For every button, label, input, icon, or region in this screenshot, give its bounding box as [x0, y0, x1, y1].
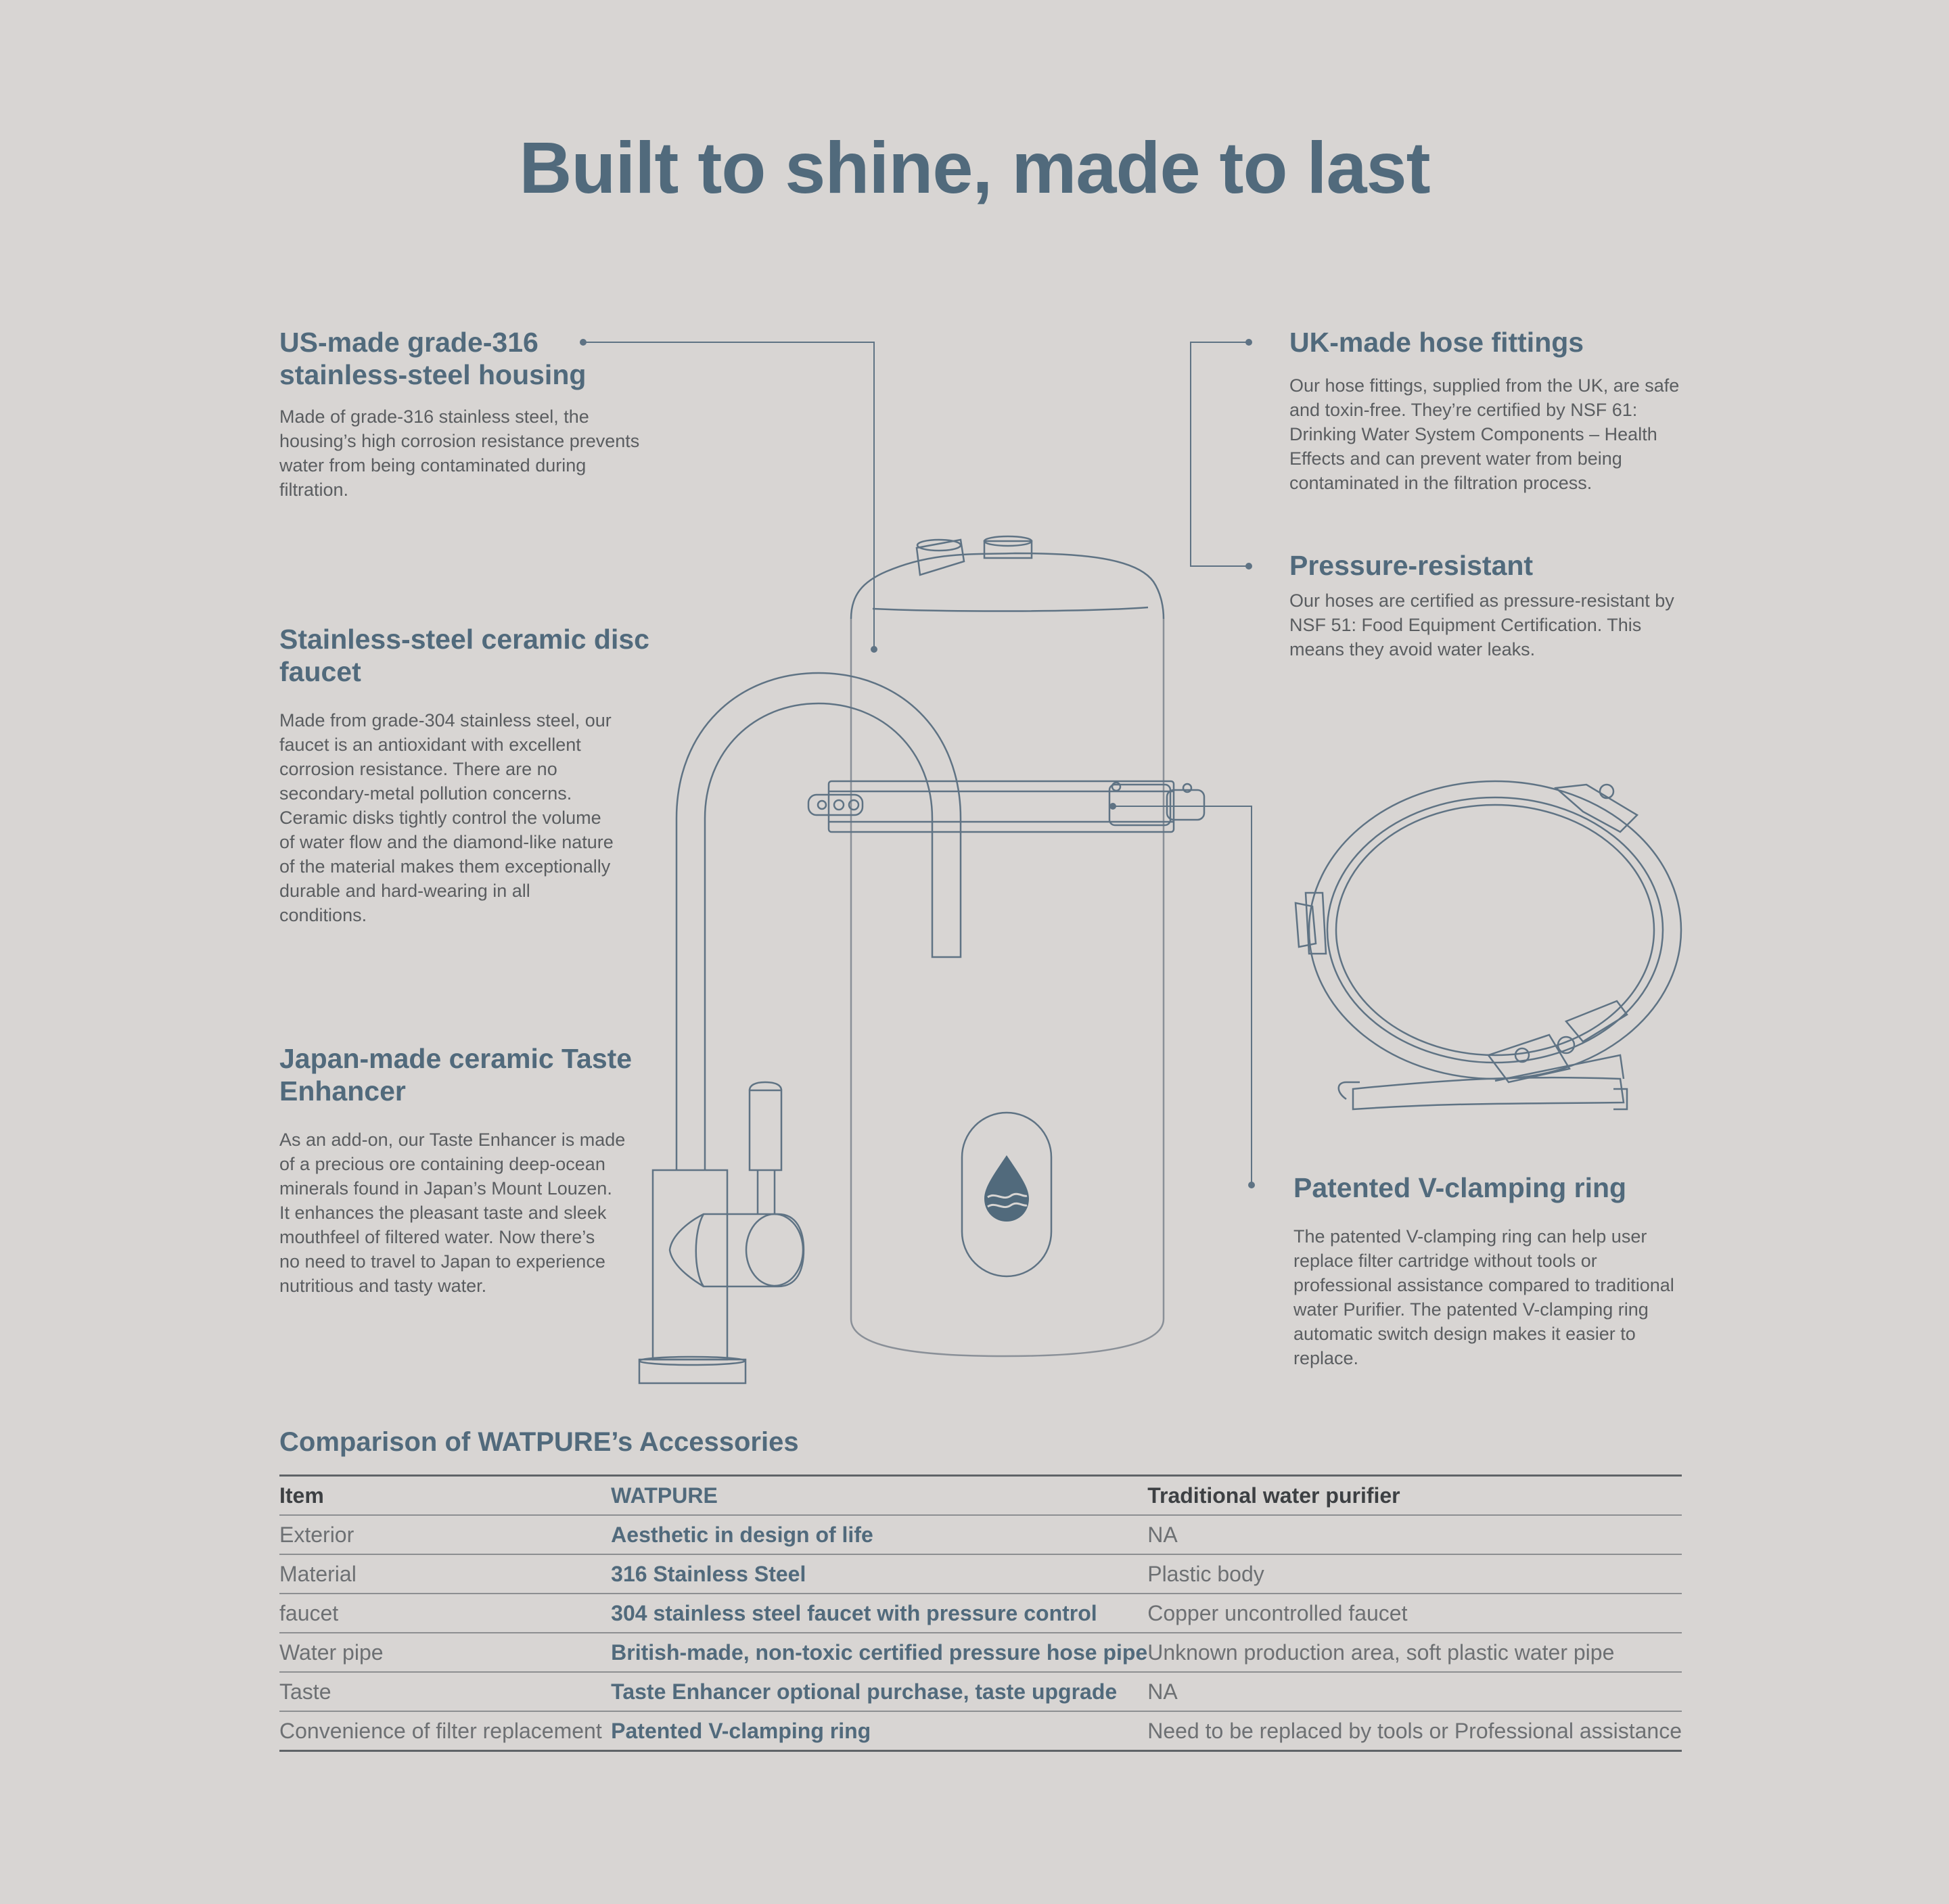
feature-hose: [1289, 326, 1695, 495]
table-row: [279, 1515, 1682, 1554]
feature-title: US-made grade-316 stainless-steel housing: [279, 327, 587, 390]
feature-faucet: [279, 623, 658, 927]
header-item: Item: [279, 1476, 611, 1516]
feature-pressure: [1289, 549, 1695, 661]
page-title: Built to shine, made to last: [519, 126, 1430, 208]
header-watpure: WATPURE: [611, 1476, 1147, 1516]
feature-desc: Our hoses are certified as pressure-resistant by NSF 51: Food Equipment Certification. This means they avoid water leaks.: [1289, 590, 1674, 659]
feature-desc: Made from grade-304 stainless steel, our faucet is an antioxidant with excellent corrosion resistance. There are no secondary-metal pollution concerns. Ceramic disks tightly control the volume of water flow and the diamond-like nature of the material makes them exceptionally durable and hard-wearing in all conditions.: [279, 710, 614, 925]
cell-watpure: Aesthetic in design of life: [611, 1515, 1147, 1554]
table-row: [279, 1672, 1682, 1711]
feature-enhancer: [279, 1042, 658, 1298]
feature-desc: Our hose fittings, supplied from the UK, are safe and toxin-free. They’re certified by NSF 61: Drinking Water System Components – Health Effects and can prevent water from being contaminated in the filtration process.: [1289, 375, 1680, 493]
table-row: [279, 1711, 1682, 1751]
purifier-illustration: [808, 536, 1204, 1356]
cell-watpure: 316 Stainless Steel: [611, 1554, 1147, 1594]
cell-traditional: Plastic body: [1147, 1554, 1682, 1594]
cell-traditional: Copper uncontrolled faucet: [1147, 1594, 1682, 1633]
water-drop-icon: [984, 1155, 1029, 1222]
cell-watpure: 304 stainless steel faucet with pressure control: [611, 1594, 1147, 1633]
cell-traditional: NA: [1147, 1672, 1682, 1711]
feature-title: Pressure-resistant: [1289, 550, 1534, 581]
feature-title: UK-made hose fittings: [1289, 327, 1584, 358]
feature-housing: [279, 326, 658, 502]
cell-item: Material: [279, 1554, 611, 1594]
faucet-illustration: [639, 673, 961, 1383]
feature-title: Japan-made ceramic Taste Enhancer: [279, 1043, 633, 1107]
feature-title: Stainless-steel ceramic disc faucet: [279, 624, 649, 687]
cell-item: Exterior: [279, 1515, 611, 1554]
table-row: [279, 1633, 1682, 1672]
cell-traditional: NA: [1147, 1515, 1682, 1554]
comparison-title: Comparison of WATPURE’s Accessories: [279, 1427, 799, 1457]
cell-watpure: Taste Enhancer optional purchase, taste upgrade: [611, 1672, 1147, 1711]
cell-item: Taste: [279, 1672, 611, 1711]
table-row: [279, 1594, 1682, 1633]
comparison-table: [279, 1475, 1682, 1752]
cell-item: Convenience of filter replacement: [279, 1718, 602, 1743]
callout-lines: [580, 340, 1254, 1188]
header-traditional: Traditional water purifier: [1147, 1476, 1682, 1516]
cell-watpure: Patented V-clamping ring: [611, 1718, 871, 1743]
feature-title: Patented V-clamping ring: [1293, 1172, 1627, 1203]
cell-item: faucet: [279, 1594, 611, 1633]
cell-watpure: British-made, non-toxic certified pressure hose pipe: [611, 1633, 1147, 1672]
cell-traditional: Need to be replaced by tools or Professional assistance: [1147, 1718, 1682, 1743]
cell-item: Water pipe: [279, 1633, 611, 1672]
feature-desc: Made of grade-316 stainless steel, the housing’s high corrosion resistance prevents water from being contaminated during filtration.: [279, 407, 640, 500]
feature-desc: As an add-on, our Taste Enhancer is made of a precious ore containing deep-ocean minerals found in Japan’s Mount Louzen. It enhances the pleasant taste and sleek mouthfeel of filtered water. Now there’s no need to travel to Japan to experience nutritious and tasty water.: [279, 1130, 626, 1296]
v-clamp-ring-illustration: [1295, 781, 1681, 1109]
feature-desc: The patented V-clamping ring can help user replace filter cartridge without tools or professional assistance compared to traditional water Purifier. The patented V-clamping ring automatic switch design makes it easier to replace.: [1293, 1226, 1674, 1368]
table-row: [279, 1554, 1682, 1594]
cell-traditional: Unknown production area, soft plastic water pipe: [1147, 1633, 1682, 1672]
feature-clamp: [1293, 1171, 1699, 1370]
table-header-row: [279, 1476, 1682, 1516]
